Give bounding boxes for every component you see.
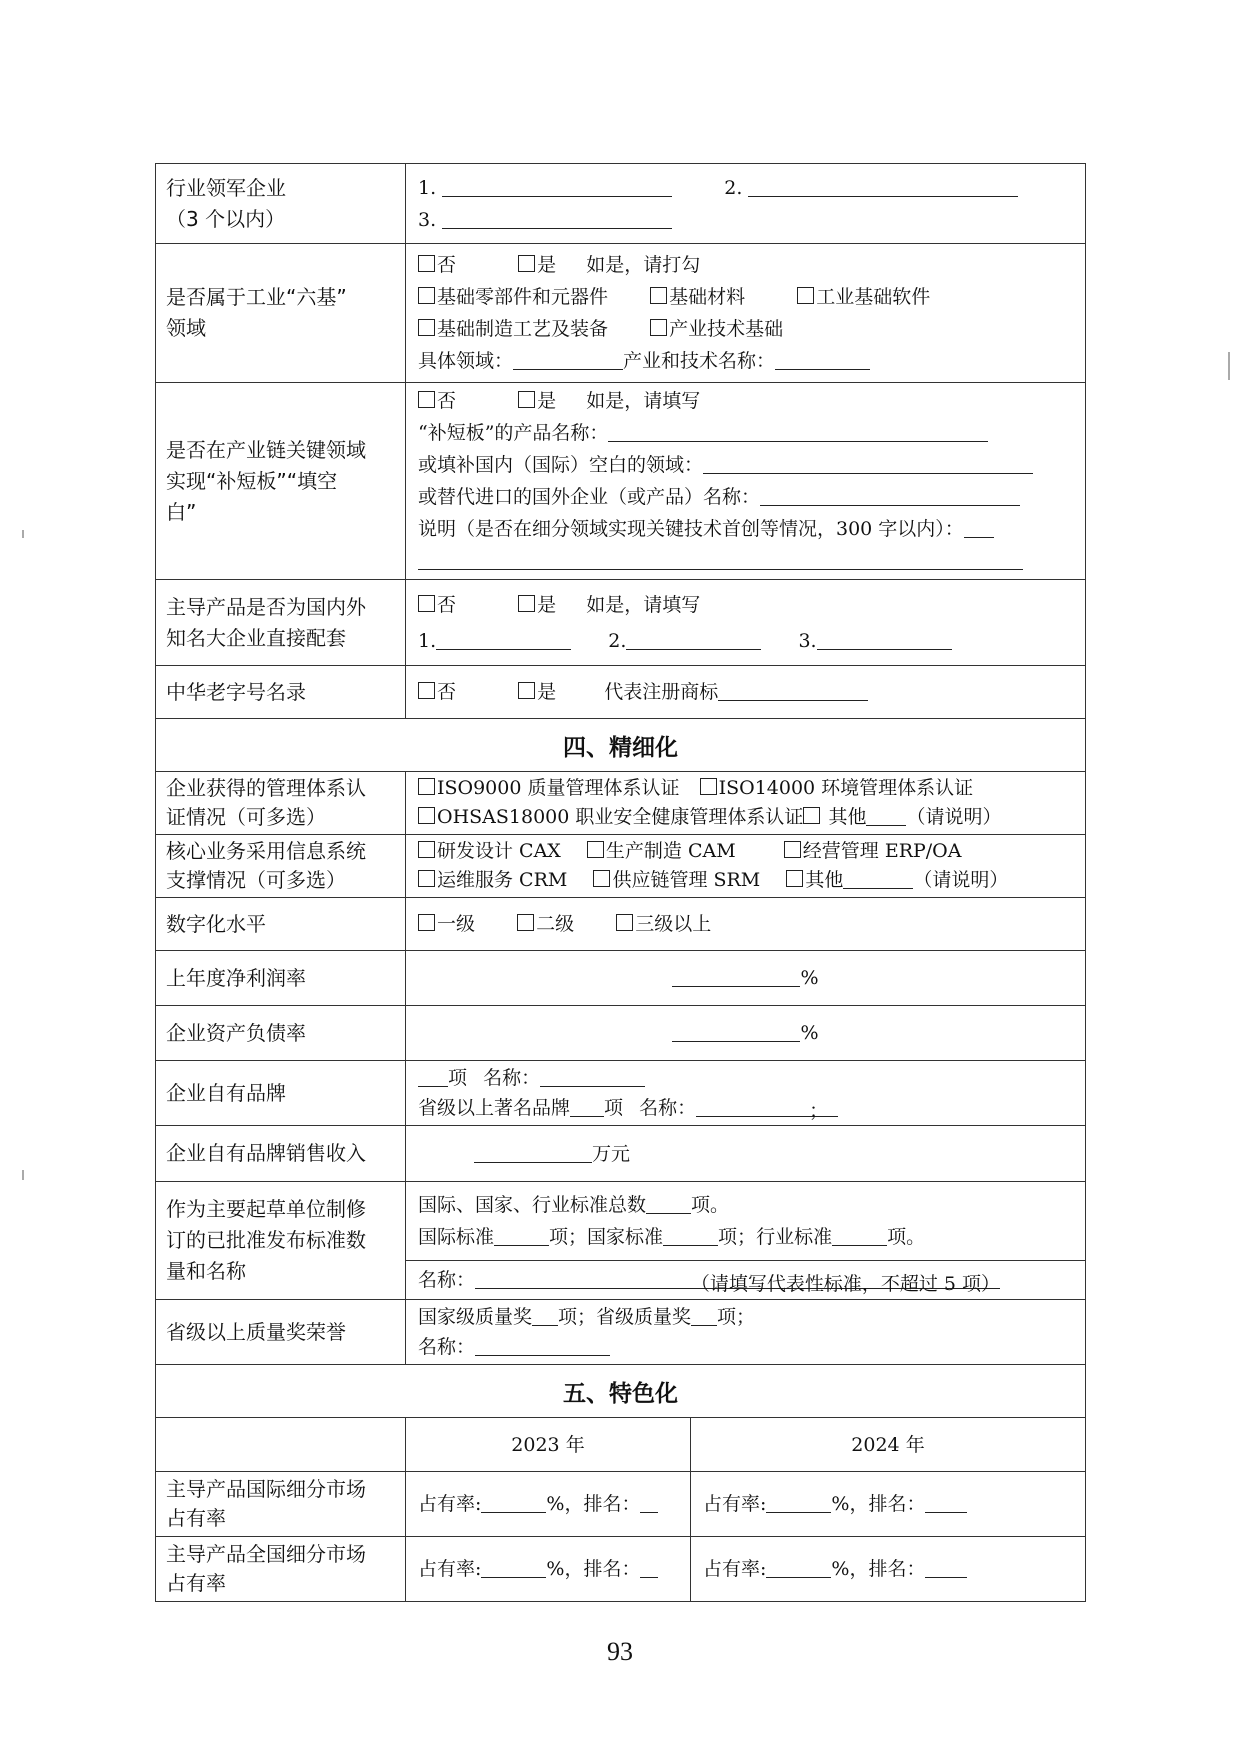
field-label: 国际、国家、行业标准总数: [418, 1194, 647, 1216]
rank-2023-field[interactable]: [640, 1557, 658, 1578]
row-label: 订的已批准发布标准数: [166, 1228, 366, 1252]
unit-label: %: [800, 967, 819, 989]
value-cell: [406, 580, 1086, 666]
scan-margin-mark: [1228, 352, 1230, 380]
row-label: 核心业务采用信息系统: [166, 839, 366, 863]
row-label: 省级以上质量奖荣誉: [166, 1319, 346, 1344]
row-own-brand: [156, 1061, 1086, 1126]
label-cell: [156, 835, 406, 898]
field-label: 省级以上著名品牌: [418, 1097, 571, 1119]
checkbox-erp[interactable]: [784, 841, 801, 858]
field-label: %，排名：: [831, 1493, 926, 1515]
option-label: 供应链管理 SRM: [612, 869, 761, 891]
row-information-systems: [156, 835, 1086, 898]
leader-2-field[interactable]: [748, 176, 1018, 197]
unit-label: 项；: [717, 1306, 756, 1328]
section-title: 四、精细化: [156, 719, 1086, 772]
value-cell: [406, 1006, 1086, 1061]
share-2024-field[interactable]: [766, 1557, 831, 1578]
famous-brand-name-field[interactable]: [696, 1096, 801, 1117]
unit-label: 项；: [549, 1226, 588, 1248]
row-label: 知名大企业直接配套: [166, 625, 346, 650]
row-six-basics: [156, 244, 1086, 383]
option-label: 否: [437, 681, 457, 703]
field-label: 具体领域：: [418, 350, 514, 372]
field-label: 国家标准: [587, 1226, 664, 1248]
row-label: 是否属于工业“六基”: [166, 285, 347, 309]
label-cell: [156, 1182, 406, 1300]
option-label: 经营管理 ERP/OA: [802, 840, 962, 862]
option-label: 生产制造 CAM: [605, 840, 736, 862]
field-label: 国家级质量奖: [418, 1306, 533, 1328]
hint-text: （请填写代表性标准，不超过 5 项）: [690, 1273, 1001, 1295]
value-cell: [691, 1537, 1086, 1602]
row-label: 主导产品是否为国内外: [166, 594, 366, 619]
field-label: 行业标准: [756, 1226, 833, 1248]
section-header-row: [156, 719, 1086, 772]
hint-text: 如是，请打勾: [586, 254, 701, 276]
row-net-profit-margin: [156, 951, 1086, 1006]
national-award-field[interactable]: [532, 1305, 558, 1326]
item-number: 1.: [418, 629, 437, 652]
checkbox-opt[interactable]: [418, 287, 435, 304]
intl-standards-field[interactable]: [494, 1225, 549, 1246]
field-label: 占有率:: [703, 1493, 767, 1515]
domain-field[interactable]: [513, 349, 623, 370]
checkbox-yes[interactable]: [518, 391, 535, 408]
checkbox-opt[interactable]: [797, 287, 814, 304]
row-label: 量和名称: [166, 1259, 246, 1283]
option-label: 产业技术基础: [669, 318, 784, 340]
field-label: 名称：: [418, 1269, 476, 1291]
field-label: %，排名：: [831, 1558, 926, 1580]
supply-2-field[interactable]: [626, 629, 761, 650]
option-label: 二级: [536, 913, 575, 935]
row-label: 是否在产业链关键领域: [166, 437, 366, 462]
label-cell: [156, 898, 406, 951]
row-label: 企业自有品牌销售收入: [166, 1141, 366, 1165]
checkbox-opt[interactable]: [650, 319, 667, 336]
checkbox-srm[interactable]: [593, 870, 610, 887]
row-management-systems: [156, 772, 1086, 835]
label-cell: [156, 383, 406, 580]
item-number: 2.: [724, 176, 743, 199]
checkbox-ohsas18000[interactable]: [418, 807, 435, 824]
item-number: 1.: [418, 176, 437, 199]
row-quality-awards: [156, 1300, 1086, 1365]
row-label: 支撑情况（可多选）: [166, 868, 346, 892]
checkbox-opt[interactable]: [650, 287, 667, 304]
option-label: 基础材料: [669, 286, 746, 308]
checkbox-cam[interactable]: [587, 841, 604, 858]
checkbox-other[interactable]: [803, 807, 820, 824]
hint-text: 如是，请填写: [586, 593, 701, 616]
value-cell: [406, 898, 1086, 951]
checkbox-opt[interactable]: [418, 319, 435, 336]
supply-3-field[interactable]: [817, 629, 952, 650]
row-shortboard: [156, 383, 1086, 580]
value-cell: [406, 1061, 1086, 1126]
year-2024-header: 2024 年: [691, 1418, 1086, 1472]
unit-label: 项: [604, 1097, 624, 1119]
enterprise-info-form: [155, 163, 1086, 1602]
label-cell: [156, 1537, 406, 1602]
share-2023-field[interactable]: [481, 1557, 546, 1578]
supply-1-field[interactable]: [436, 629, 571, 650]
hint-text: 如是，请填写: [586, 390, 701, 412]
row-label: 行业领军企业: [166, 175, 286, 200]
other-field[interactable]: [866, 805, 906, 826]
gap-domain-field[interactable]: [703, 453, 1033, 474]
option-label: 基础零部件和元器件: [437, 286, 609, 308]
value-cell: [406, 835, 1086, 898]
value-cell: [406, 1537, 691, 1602]
label-cell: [156, 580, 406, 666]
label-cell: [156, 666, 406, 719]
checkbox-level-2[interactable]: [517, 914, 534, 931]
field-label: 说明（是否在细分领域实现关键技术首创等情况，300 字以内）：: [418, 518, 964, 540]
unit-label: 项；: [718, 1226, 757, 1248]
label-cell: [156, 1006, 406, 1061]
leader-1-field[interactable]: [442, 176, 672, 197]
hint-text: （请说明）: [913, 869, 1009, 891]
import-substitute-field[interactable]: [760, 485, 1020, 506]
value-cell: [406, 164, 1086, 244]
value-cell: [406, 1126, 1086, 1182]
field-label: %，排名：: [546, 1558, 641, 1580]
row-label: 实现“补短板”“填空: [166, 468, 338, 493]
label-cell: [156, 244, 406, 383]
other-field[interactable]: [843, 868, 913, 889]
rank-2023-field[interactable]: [640, 1492, 658, 1513]
unit-label: 项: [448, 1067, 468, 1089]
label-cell: [156, 1472, 406, 1537]
rank-2024-field[interactable]: [925, 1557, 967, 1578]
field-label: 或替代进口的国外企业（或产品）名称：: [418, 486, 761, 508]
row-label: 数字化水平: [166, 911, 266, 936]
label-cell: [156, 1061, 406, 1126]
page-number: 93: [607, 1637, 633, 1666]
field-label: 代表注册商标: [604, 681, 719, 703]
row-supply: [156, 580, 1086, 666]
label-cell: [156, 772, 406, 835]
row-industry-leaders: [156, 164, 1086, 244]
section-title: 五、特色化: [156, 1365, 1086, 1418]
option-label: 工业基础软件: [816, 286, 931, 308]
checkbox-iso14000[interactable]: [700, 778, 717, 795]
checkbox-yes[interactable]: [518, 595, 535, 612]
field-label: 名称：: [639, 1097, 697, 1119]
value-cell: [406, 1300, 1086, 1365]
row-label: 企业资产负债率: [166, 1020, 306, 1045]
item-number: 3.: [798, 629, 817, 652]
checkbox-level-1[interactable]: [418, 914, 435, 931]
value-cell: [406, 666, 1086, 719]
option-label: 是: [537, 254, 557, 276]
brand-name-field[interactable]: [540, 1066, 645, 1087]
award-name-field[interactable]: [475, 1335, 610, 1356]
option-label: 是: [537, 390, 557, 412]
share-2023-field[interactable]: [481, 1492, 546, 1513]
option-label: 否: [437, 593, 457, 616]
option-label: 一级: [437, 913, 476, 935]
checkbox-no[interactable]: [418, 595, 435, 612]
checkbox-yes[interactable]: [518, 682, 535, 699]
rank-2024-field[interactable]: [925, 1492, 967, 1513]
option-label: 是: [537, 593, 557, 616]
row-label: 企业自有品牌: [166, 1080, 286, 1105]
field-label: 占有率:: [418, 1558, 482, 1580]
row-label: 上年度净利润率: [166, 965, 306, 990]
field-label: 或填补国内（国际）空白的领域：: [418, 454, 704, 476]
brand-sales-field[interactable]: [474, 1142, 592, 1163]
field-label: 占有率:: [418, 1493, 482, 1515]
value-cell: [406, 244, 1086, 383]
checkbox-iso9000[interactable]: [418, 778, 435, 795]
row-label: 证情况（可多选）: [166, 805, 326, 829]
checkbox-no[interactable]: [418, 391, 435, 408]
debt-field[interactable]: [672, 1021, 800, 1042]
option-label: 其他: [805, 869, 844, 891]
checkbox-level-3[interactable]: [616, 914, 633, 931]
field-label: %，排名：: [546, 1493, 641, 1515]
value-cell: [691, 1472, 1086, 1537]
checkbox-no[interactable]: [418, 255, 435, 272]
scan-margin-mark: [22, 530, 24, 538]
field-label: 国际标准: [418, 1226, 495, 1248]
profit-field[interactable]: [672, 966, 800, 987]
option-label: OHSAS18000 职业安全健康管理体系认证: [437, 806, 804, 828]
row-label: 白”: [166, 499, 197, 524]
standards-name-field[interactable]: [475, 1268, 1001, 1295]
option-label: ISO14000 环境管理体系认证: [718, 777, 974, 799]
option-label: 否: [437, 390, 457, 412]
unit-label: 项。: [887, 1226, 926, 1248]
row-label: 领域: [166, 316, 206, 340]
field-label: 占有率:: [703, 1558, 767, 1580]
field-label: 名称：: [418, 1336, 476, 1358]
option-label: 基础制造工艺及装备: [437, 318, 609, 340]
value-cell: [406, 383, 1086, 580]
row-year-header: [156, 1418, 1086, 1472]
national-standards-field[interactable]: [663, 1225, 718, 1246]
standards-total-field[interactable]: [646, 1193, 691, 1214]
brand-count-field[interactable]: [418, 1066, 448, 1087]
unit-label: 万元: [592, 1142, 631, 1165]
field-label: 产业和技术名称：: [623, 350, 776, 372]
option-label: 三级以上: [635, 913, 712, 935]
label-cell: [156, 1300, 406, 1365]
unit-label: 项。: [691, 1194, 730, 1216]
field-label: “补短板”的产品名称：: [418, 422, 609, 444]
shortboard-product-field[interactable]: [608, 421, 988, 442]
row-time-honored-brand: [156, 666, 1086, 719]
checkbox-other[interactable]: [786, 870, 803, 887]
row-label: 作为主要起草单位制修: [166, 1197, 366, 1221]
row-digital-level: [156, 898, 1086, 951]
row-intl-market-share: [156, 1472, 1086, 1537]
row-label: 企业获得的管理体系认: [166, 776, 366, 800]
value-cell: [406, 1472, 691, 1537]
leader-3-field[interactable]: [442, 208, 672, 229]
label-cell: [156, 951, 406, 1006]
unit-label: %: [800, 1022, 819, 1044]
row-label: （3 个以内）: [166, 206, 286, 231]
hint-text: （请说明）: [906, 806, 1002, 828]
row-label: 占有率: [166, 1571, 226, 1595]
description-field[interactable]: [964, 517, 994, 538]
famous-brand-count-field[interactable]: [570, 1096, 604, 1117]
label-cell: [156, 164, 406, 244]
product-name-field[interactable]: [775, 349, 870, 370]
item-number: 3.: [418, 208, 437, 231]
item-number: 2.: [608, 629, 627, 652]
scan-margin-mark: [22, 1170, 24, 1180]
value-cell: [406, 951, 1086, 1006]
option-label: 是: [537, 681, 557, 703]
field-label: 项；省级质量奖: [558, 1306, 692, 1328]
checkbox-no[interactable]: [418, 682, 435, 699]
option-label: 其他: [828, 806, 867, 828]
trademark-field[interactable]: [718, 680, 868, 701]
checkbox-crm[interactable]: [418, 870, 435, 887]
empty-cell: [156, 1418, 406, 1472]
field-label: 名称：: [483, 1067, 541, 1089]
section-header-row: [156, 1365, 1086, 1418]
value-cell: [406, 772, 1086, 835]
option-label: ISO9000 质量管理体系认证: [437, 777, 680, 799]
share-2024-field[interactable]: [766, 1492, 831, 1513]
year-2023-header: 2023 年: [406, 1418, 691, 1472]
row-national-market-share: [156, 1537, 1086, 1602]
row-standards: [156, 1182, 1086, 1300]
value-cell: [406, 1182, 1086, 1300]
option-label: 运维服务 CRM: [437, 869, 568, 891]
row-label: 主导产品国际细分市场: [166, 1477, 366, 1501]
description-field-line2[interactable]: [418, 549, 1023, 570]
row-brand-sales: [156, 1126, 1086, 1182]
option-label: 否: [437, 254, 457, 276]
checkbox-cax[interactable]: [418, 841, 435, 858]
field-end: ；: [801, 1096, 838, 1117]
row-label: 中华老字号名录: [166, 679, 306, 704]
industry-standards-field[interactable]: [832, 1225, 887, 1246]
checkbox-yes[interactable]: [518, 255, 535, 272]
row-label: 占有率: [166, 1506, 226, 1530]
row-debt-ratio: [156, 1006, 1086, 1061]
row-label: 主导产品全国细分市场: [166, 1542, 366, 1566]
provincial-award-field[interactable]: [691, 1305, 717, 1326]
label-cell: [156, 1126, 406, 1182]
option-label: 研发设计 CAX: [437, 840, 561, 862]
